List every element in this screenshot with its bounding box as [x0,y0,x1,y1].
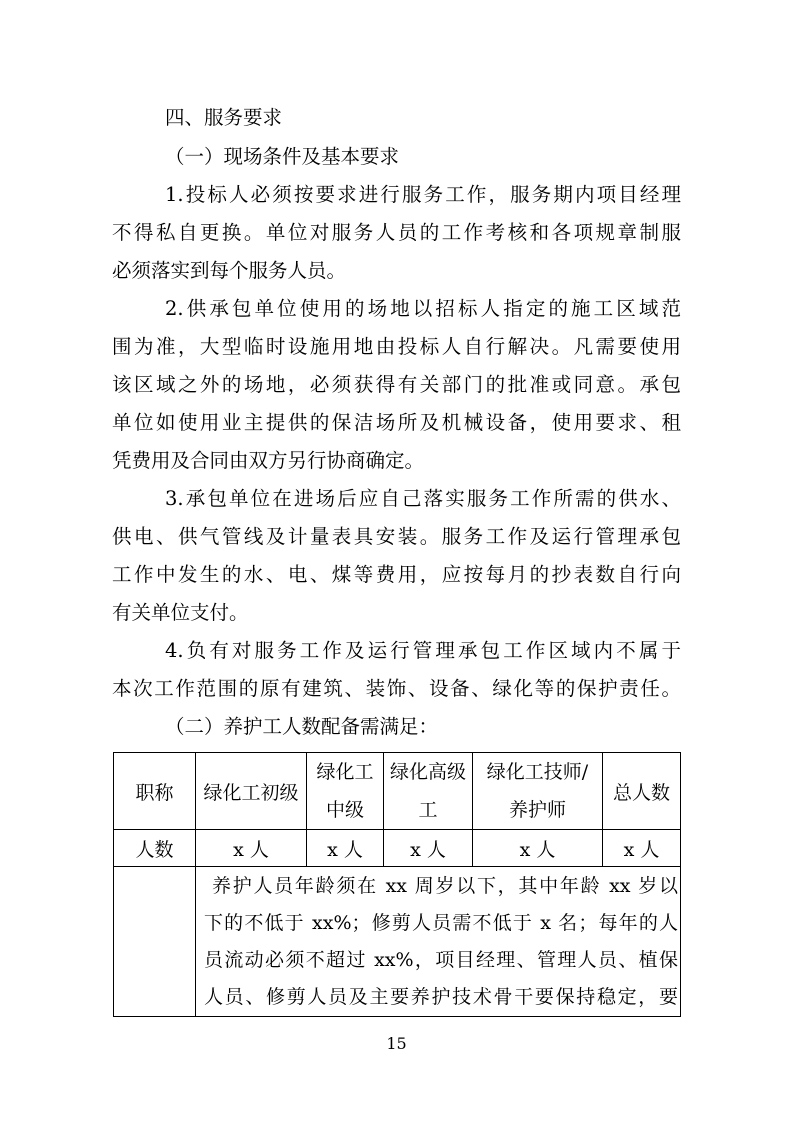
staffing-table [113,752,681,1017]
paragraph-line: 凭费用及合同由双方另行协商确定。 [112,449,425,472]
paragraph-line: 本次工作范围的原有建筑、装饰、设备、绿化等的保护责任。 [112,677,681,700]
table-row [114,830,681,867]
header-cell-line: 绿化工技师/ [486,761,589,783]
header-cell-line: 绿化工 [316,761,374,783]
table-cell: x 人 [196,830,307,867]
header-cell-line: 中级 [325,799,364,821]
paragraph-line: 有关单位支付。 [112,601,249,624]
note-line: 员流动必须不超过 xx%，项目经理、管理人员、植保 [204,948,678,971]
header-cell: 职称 [114,753,196,830]
table-cell: x 人 [473,830,603,867]
table-header-row [114,753,681,830]
header-cell-line: 工 [418,799,438,821]
paragraph-line: 3.承包单位在进场后应自己落实服务工作所需的供水、 [165,487,681,510]
paragraph-line: 该区域之外的场地，必须获得有关部门的批准或同意。承包 [112,373,681,396]
table-cell: x 人 [384,830,473,867]
paragraph-line: 供电、供气管线及计量表具安装。服务工作及运行管理承包 [112,525,681,548]
table-row [114,867,681,1017]
note-line: 下的不低于 xx%；修剪人员需不低于 x 名；每年的人 [204,911,678,934]
table-cell: x 人 [307,830,384,867]
paragraph-line: 不得私自更换。单位对服务人员的工作考核和各项规章制服 [112,221,681,244]
note-line: 养护人员年龄须在 xx 周岁以下，其中年龄 xx 岁以 [212,874,678,897]
header-cell: 绿化工初级 [196,753,307,830]
paragraph-line: 工作中发生的水、电、煤等费用，应按每月的抄表数自行向 [112,563,681,586]
paragraph-line: 围为准，大型临时设施用地由投标人自行解决。凡需要使用 [112,335,681,358]
header-cell-line: 绿化高级 [389,761,466,783]
paragraph-line: 必须落实到每个服务人员。 [112,259,347,282]
paragraph-line: 单位如使用业主提供的保洁场所及机械设备，使用要求、租 [112,411,681,434]
paragraph-line: 4.负有对服务工作及运行管理承包工作区域内不属于 [165,639,681,662]
requirements-note [196,867,681,1017]
section-heading: 四、服务要求 [165,106,283,129]
header-cell-line: 养护师 [508,799,566,821]
paragraph-line: 1.投标人必须按要求进行服务工作，服务期内项目经理 [165,183,681,206]
subsection-heading: （二）养护工人数配备需满足： [165,715,439,738]
header-cell [307,753,384,830]
table-cell: 人数 [114,830,196,867]
subsection-heading: （一）现场条件及基本要求 [165,145,400,168]
paragraph-line: 2.供承包单位使用的场地以招标人指定的施工区域范 [165,297,681,320]
header-cell: 总人数 [603,753,681,830]
header-cell [384,753,473,830]
table-cell: x 人 [603,830,681,867]
table-cell [114,867,196,1017]
header-cell [473,753,603,830]
note-line: 人员、修剪人员及主要养护技术骨干要保持稳定，要 [204,985,678,1008]
page-number: 15 [386,1034,407,1053]
